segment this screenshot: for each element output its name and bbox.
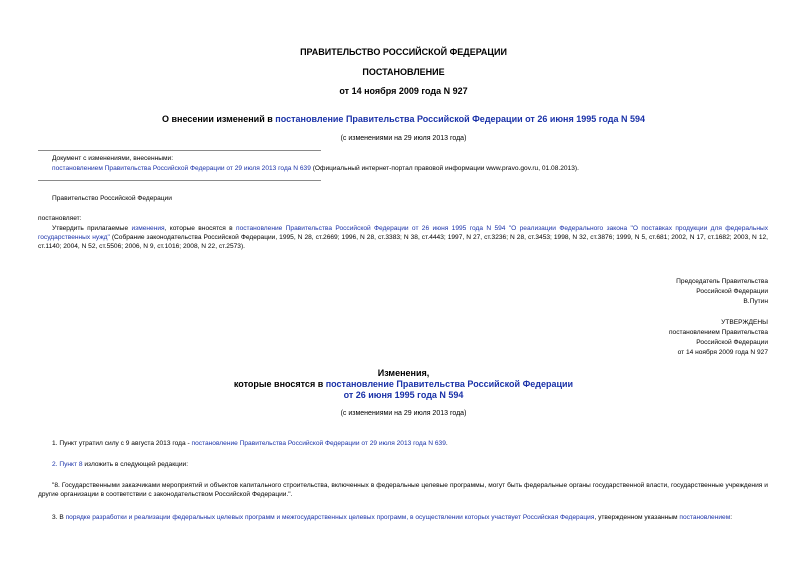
annex-title-2 — [0, 379, 807, 389]
annex-title-date-link[interactable]: от 26 июня 1995 года N 594 — [343, 390, 464, 400]
approved-line4: от 14 ноября 2009 года N 927 — [677, 349, 768, 356]
item3-text-c: : — [730, 514, 733, 521]
annex-title-prefix: которые вносятся в — [233, 379, 326, 389]
item1-text: 1. Пункт утратил силу с 9 августа 2013 года - — [52, 440, 192, 447]
approved-line2: постановлением Правительства — [668, 329, 768, 336]
changes-source — [52, 164, 579, 173]
item1-end: . — [445, 440, 448, 447]
item3-order-link[interactable]: порядке разработки и реализации федеральных целевых программ и межгосударственных целевых программ, в осуществлении которых участвует Российская Федерация — [65, 514, 595, 521]
title-prefix: О внесении изменений в — [161, 114, 276, 124]
annex-title-1: Изменения, — [377, 368, 430, 378]
p1-decree-link[interactable]: постановление Правительства Российской Федерации от 26 июня 1995 года N 594 "О реализации Федерального закона "О поставках продукции для федеральных государственных нужд" — [38, 225, 768, 241]
document-title — [0, 114, 807, 124]
approved-heading: УТВЕРЖДЕНЫ — [721, 319, 768, 326]
title-link[interactable]: постановление Правительства Российской Федерации от 26 июня 1995 года N 594 — [275, 114, 646, 124]
government-line: Правительство Российской Федерации — [52, 195, 172, 202]
divider-top — [38, 150, 321, 151]
paragraph-approve — [38, 224, 768, 251]
item-2 — [52, 460, 188, 469]
item3-decree-link[interactable]: постановлением — [679, 514, 731, 521]
p1-text-c: (Собрание законодательства Российской Федерации, 1995, N 28, ст.2669; 1996, N 28, ст.3383; N 38, ст.4443; 1997, N 27, ст.3236; N 28, ст.3453; 1998, N 32, ст.3876; 1999, N 5, ст.681; 2002, N 17, ст.1682; 2003, N 12, ст.1140; 2004, N 52, ст.5506; 2006, N 9, ст.1016; 2008, N 22, ст.2573). — [38, 234, 768, 250]
document-type: ПОСТАНОВЛЕНИЕ — [362, 67, 445, 77]
changes-link[interactable]: постановлением Правительства Российской Федерации от 29 июля 2013 года N 639 — [52, 165, 311, 172]
item3-text-a: 3. В — [52, 514, 66, 521]
item-3 — [38, 513, 768, 522]
annex-revision-note: (с изменениями на 29 июля 2013 года) — [340, 410, 467, 417]
signature-position: Председатель Правительства — [676, 278, 768, 285]
approved-line3: Российской Федерации — [696, 339, 768, 346]
annex-title-link[interactable]: постановление Правительства Российской Федерации — [325, 379, 574, 389]
item2-text: изложить в следующей редакции: — [82, 461, 189, 468]
document-date: от 14 ноября 2009 года N 927 — [339, 86, 468, 96]
revision-note: (с изменениями на 29 июля 2013 года) — [340, 135, 467, 142]
p1-text-a: Утвердить прилагаемые — [52, 225, 132, 232]
government-heading: ПРАВИТЕЛЬСТВО РОССИЙСКОЙ ФЕДЕРАЦИИ — [300, 47, 507, 57]
item1-link[interactable]: постановление Правительства Российской Федерации от 29 июля 2013 года N 639 — [191, 440, 446, 447]
annex-title-3 — [0, 390, 807, 400]
changes-source-text: (Официальный интернет-портал правовой информации www.pravo.gov.ru, 01.08.2013). — [310, 165, 579, 172]
divider-bottom — [38, 180, 321, 181]
item-1 — [52, 439, 448, 448]
item3-text-b: , утвержденном указанным — [594, 514, 680, 521]
signature-name: В.Путин — [743, 298, 768, 305]
p1-text-b: , которые вносятся в — [164, 225, 236, 232]
changes-label: Документ с изменениями, внесенными: — [52, 155, 174, 162]
p1-changes-link[interactable]: изменения — [131, 225, 165, 232]
signature-country: Российской Федерации — [696, 288, 768, 295]
item2-link[interactable]: 2. Пункт 8 — [52, 461, 83, 468]
item-2-quote: "8. Государственными заказчиками мероприятий и объектов капитального строительства, включенных в федеральные целевые программы, могут быть федеральные органы государственной власти, государственные учреждения и другие организации в соответствии с законодательством Российской Федерации.". — [38, 482, 768, 498]
decrees-word: постановляет: — [38, 215, 82, 222]
